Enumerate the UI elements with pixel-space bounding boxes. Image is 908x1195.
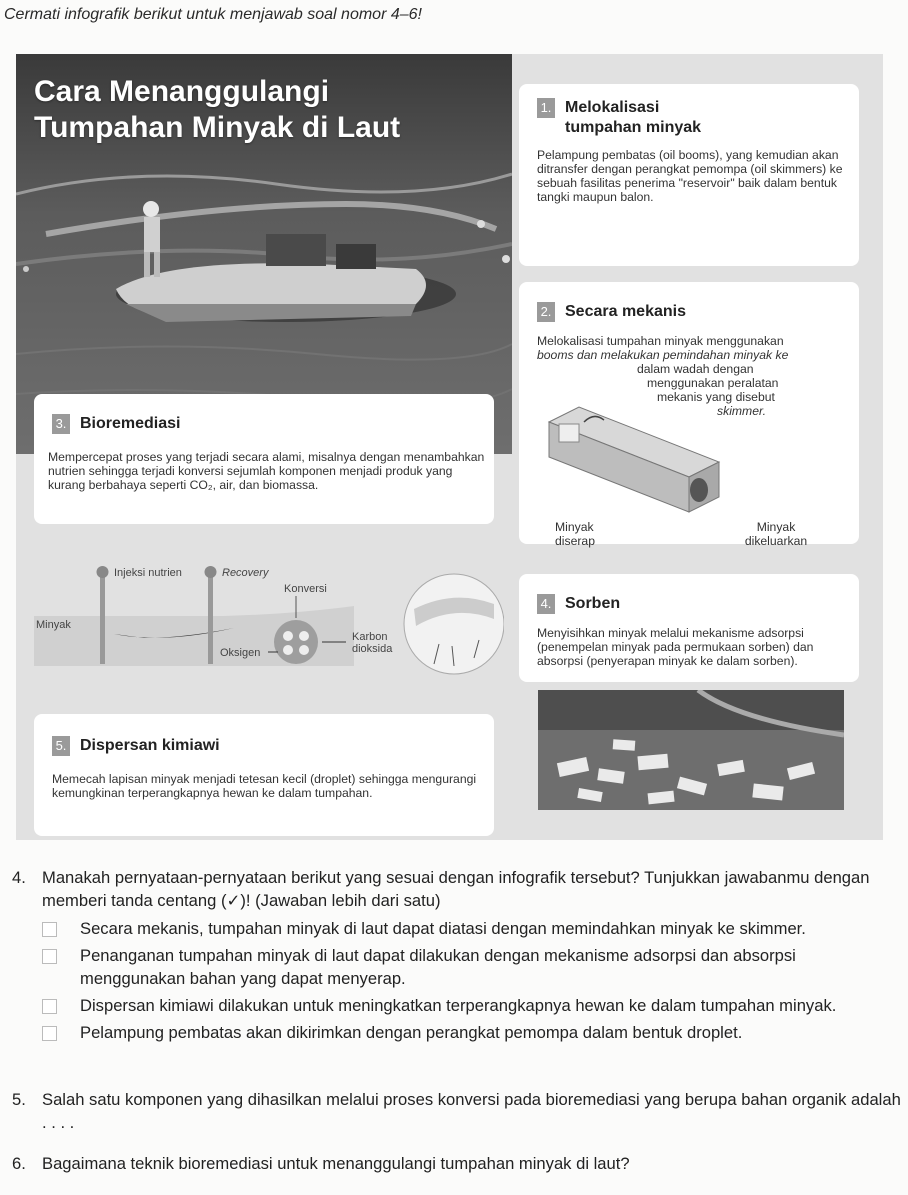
label-oksigen: Oksigen [220, 647, 261, 659]
label-minyak: Minyak [36, 619, 71, 631]
card-body: Mempercepat proses yang terjadi secara alami, misalnya dengan menambahkan nutrien sehingga terjadi konversi sejumlah komponen menjadi produk yang kurang berbahaya seperti CO₂, air, dan biomassa. [48, 450, 485, 492]
skimmer-label-out: Minyak dikeluarkan [744, 520, 808, 548]
option-2 [40, 944, 900, 990]
card-number: 5. [52, 736, 70, 756]
label-konversi: Konversi [284, 583, 327, 595]
card-title: Sorben [565, 595, 621, 612]
card-body: Menyisihkan minyak melalui mekanisme adsorpsi (penempelan minyak pada permukaan sorben) dan absorpsi (penyerapan minyak ke dalam sorben). [537, 626, 814, 668]
label-dioksida: dioksida [352, 643, 393, 655]
card-body: Pelampung pembatas (oil booms), yang kemudian akan ditransfer dengan perangkat pemompa (oil skimmers) ke sebuah fasilitas penerima "reservoir" baik dalam bentuk tangki maupun balon. [537, 148, 843, 204]
card-title: Secara mekanis [565, 303, 686, 320]
bioremediation-diagram [34, 554, 504, 694]
body-line: menggunakan peralatan [647, 376, 779, 390]
infographic-title [34, 74, 400, 146]
card-localize [519, 84, 859, 266]
option-1 [40, 917, 900, 940]
card-title: Dispersan kimiawi [80, 737, 220, 754]
card-bioremediation [34, 394, 494, 524]
option-4 [40, 1021, 900, 1044]
body-line: dalam wadah dengan [637, 362, 754, 376]
card-number: 1. [537, 98, 555, 118]
question-text: Manakah pernyataan-pernyataan berikut yang sesuai dengan infografik tersebut? Tunjukkan jawabanmu dengan memberi tanda centang (✓)! (Jawaban lebih dari satu) [42, 868, 870, 910]
card-chemical-dispersant [34, 714, 494, 836]
question-number: 5. [12, 1090, 26, 1109]
label-injeksi: Injeksi nutrien [114, 567, 182, 579]
checkbox[interactable] [42, 999, 57, 1014]
option-text: Dispersan kimiawi dilakukan untuk meningkatkan terperangkapnya hewan ke dalam tumpahan minyak. [80, 996, 837, 1015]
question-number: 6. [12, 1154, 26, 1173]
checkbox[interactable] [42, 922, 57, 937]
option-text: Penanganan tumpahan minyak di laut dapat dilakukan dengan mekanisme adsorpsi dan absorpsi menggunakan bahan yang dapat menyerap. [80, 946, 796, 988]
label-karbon: Karbon [352, 631, 388, 643]
sorbent-photo [538, 690, 844, 810]
skimmer-label-in: Minyak diserap [555, 520, 595, 548]
card-sorbent [519, 574, 859, 682]
question-number: 4. [12, 868, 26, 887]
title-line-1: Cara Menanggulangi [34, 75, 330, 108]
body-line: skimmer. [717, 404, 766, 418]
card-title-line-1: Melokalisasi [565, 99, 660, 116]
card-title-line-2: tumpahan minyak [565, 119, 702, 136]
question-text: Salah satu komponen yang dihasilkan melalui proses konversi pada bioremediasi yang berupa bahan organik adalah . . . . [42, 1090, 901, 1132]
label-recovery: Recovery [222, 567, 269, 579]
card-number: 4. [537, 594, 555, 614]
checkbox[interactable] [42, 1026, 57, 1041]
option-text: Secara mekanis, tumpahan minyak di laut dapat diatasi dengan memindahkan minyak ke skimmer. [80, 919, 806, 938]
question-text: Bagaimana teknik bioremediasi untuk menanggulangi tumpahan minyak di laut? [42, 1154, 630, 1173]
card-number: 2. [537, 302, 555, 322]
body-line: Melokalisasi tumpahan minyak menggunakan [537, 334, 784, 348]
infographic [16, 54, 883, 840]
intro-instruction: Cermati infografik berikut untuk menjawab soal nomor 4–6! [4, 6, 422, 23]
skimmer-diagram [539, 402, 729, 522]
question-4-options [40, 917, 900, 1048]
card-body: Memecah lapisan minyak menjadi tetesan kecil (droplet) sehingga mengurangi kemungkinan terperangkapnya hewan ke dalam tumpahan. [52, 772, 477, 800]
card-number: 3. [52, 414, 70, 434]
option-3 [40, 994, 900, 1017]
body-line: booms dan melakukan pemindahan minyak ke [537, 348, 789, 362]
card-mechanical [519, 282, 859, 548]
body-line: mekanis yang disebut [657, 390, 775, 404]
title-line-2: Tumpahan Minyak di Laut [34, 111, 401, 144]
checkbox[interactable] [42, 949, 57, 964]
card-title: Bioremediasi [80, 415, 181, 432]
option-text: Pelampung pembatas akan dikirimkan dengan perangkat pemompa dalam bentuk droplet. [80, 1023, 743, 1042]
